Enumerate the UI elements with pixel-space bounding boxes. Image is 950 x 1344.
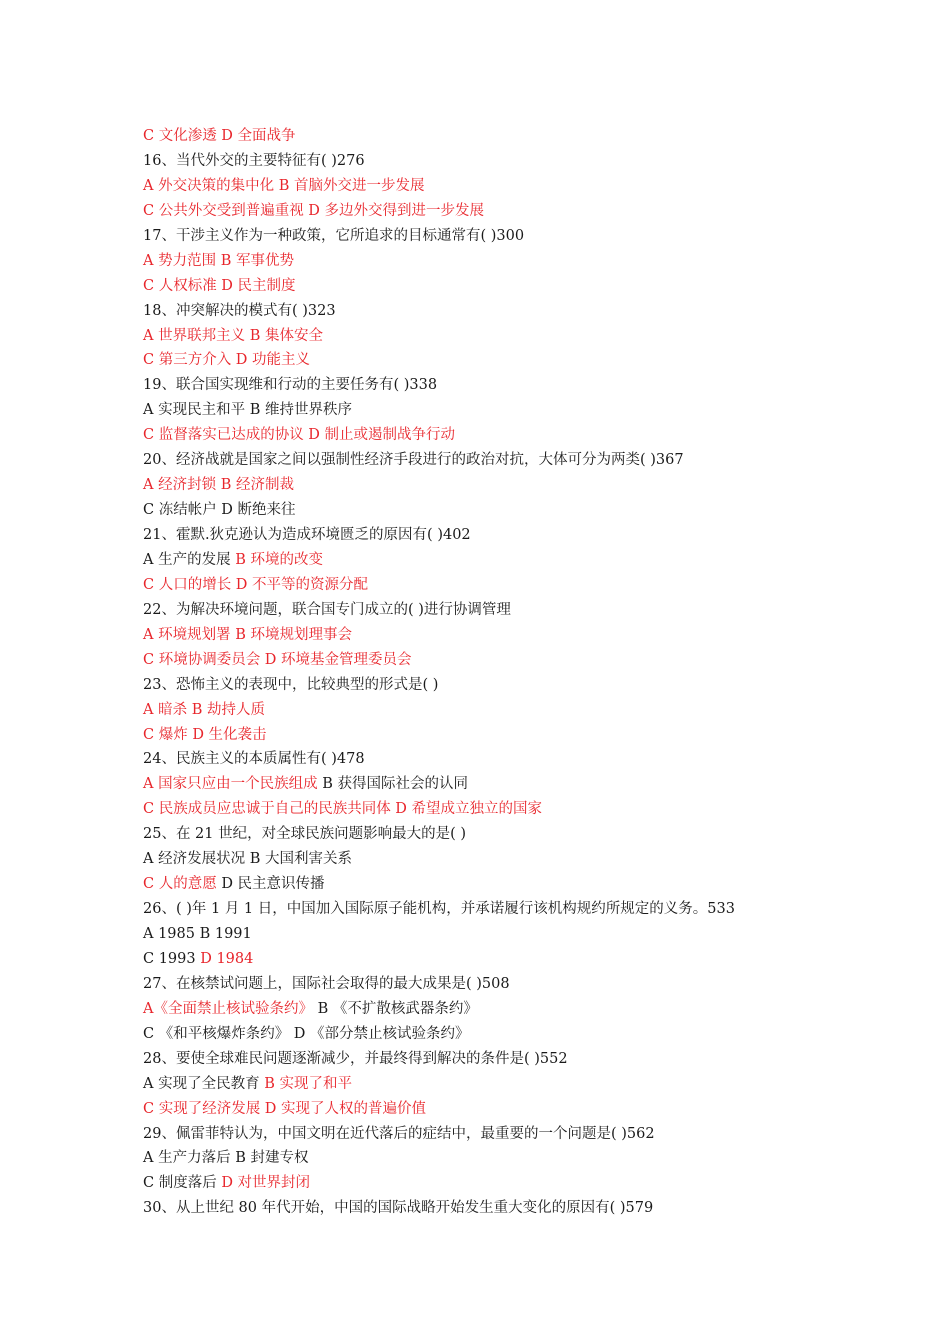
answer-text: A 势力范围 B 军事优势	[143, 252, 294, 269]
question-line	[143, 373, 923, 398]
question-line	[143, 598, 923, 623]
plain-text: 29、佩雷菲特认为，中国文明在近代落后的症结中，最重要的一个问题是( )562	[143, 1125, 655, 1142]
options-line	[143, 1072, 923, 1097]
plain-text: C 1993	[143, 950, 201, 967]
question-line	[143, 448, 923, 473]
question-line	[143, 224, 923, 249]
plain-text: 18、冲突解决的模式有( )323	[143, 302, 336, 319]
plain-text: C 《和平核爆炸条约》 D 《部分禁止核试验条约》	[143, 1025, 470, 1042]
plain-text: 24、民族主义的本质属性有( )478	[143, 751, 365, 768]
options-line	[143, 498, 923, 523]
document-body	[143, 124, 923, 1221]
plain-text: 28、要使全球难民问题逐渐减少，并最终得到解决的条件是( )552	[143, 1050, 568, 1067]
options-line	[143, 772, 923, 797]
answer-text: C 文化渗透 D 全面战争	[143, 128, 296, 144]
plain-text: 26、( )年 1 月 1 日，中国加入国际原子能机构，并承诺履行该机构规约所规定的义务。533	[143, 901, 735, 918]
plain-text: C 冻结帐户 D 断绝来往	[143, 502, 296, 519]
answer-text: A 经济封锁 B 经济制裁	[143, 477, 294, 494]
options-line	[143, 174, 923, 199]
options-line	[143, 1146, 923, 1171]
plain-text: C 制度落后	[143, 1175, 222, 1192]
plain-text: A 实现民主和平 B 维持世界秩序	[143, 402, 352, 419]
answer-text: A 环境规划署 B 环境规划理事会	[143, 626, 352, 643]
options-line	[143, 872, 923, 897]
answer-text: C 爆炸 D 生化袭击	[143, 726, 267, 743]
question-line	[143, 747, 923, 772]
options-line	[143, 324, 923, 349]
answer-text: A 国家只应由一个民族组成	[143, 776, 323, 793]
answer-text: A 外交决策的集中化 B 首脑外交进一步发展	[143, 177, 425, 194]
answer-text: B 环境的改变	[235, 551, 323, 568]
plain-text: 23、恐怖主义的表现中，比较典型的形式是( )	[143, 676, 439, 693]
options-line	[143, 698, 923, 723]
question-line	[143, 299, 923, 324]
plain-text: 19、联合国实现维和行动的主要任务有( )338	[143, 377, 438, 394]
plain-text: 17、干涉主义作为一种政策，它所追求的目标通常有( )300	[143, 227, 525, 244]
options-line	[143, 473, 923, 498]
options-line	[143, 573, 923, 598]
options-line	[143, 199, 923, 224]
plain-text: 20、经济战就是国家之间以强制性经济手段进行的政治对抗，大体可分为两类( )367	[143, 452, 684, 469]
question-line	[143, 1196, 923, 1221]
plain-text: A 经济发展状况 B 大国利害关系	[143, 851, 352, 868]
options-line	[143, 922, 923, 947]
question-line	[143, 1047, 923, 1072]
options-line	[143, 997, 923, 1022]
options-line	[143, 124, 923, 149]
options-line	[143, 797, 923, 822]
options-line	[143, 847, 923, 872]
plain-text: A 生产力落后 B 封建专权	[143, 1150, 309, 1167]
answer-text: A 世界联邦主义 B 集体安全	[143, 327, 323, 344]
question-line	[143, 972, 923, 997]
answer-text: C 公共外交受到普遍重视 D 多边外交得到进一步发展	[143, 202, 485, 219]
options-line	[143, 1022, 923, 1047]
options-line	[143, 1171, 923, 1196]
options-line	[143, 274, 923, 299]
plain-text: B 《不扩散核武器条约》	[317, 1000, 478, 1017]
answer-text: C 第三方介入 D 功能主义	[143, 352, 311, 369]
question-line	[143, 149, 923, 174]
options-line	[143, 648, 923, 673]
plain-text: 22、为解决环境问题，联合国专门成立的( )进行协调管理	[143, 601, 511, 618]
options-line	[143, 398, 923, 423]
plain-text: A 1985 B 1991	[143, 926, 252, 942]
plain-text: 27、在核禁试问题上，国际社会取得的最大成果是( )508	[143, 975, 510, 992]
question-line	[143, 897, 923, 922]
answer-text: C 实现了经济发展 D 实现了人权的普遍价值	[143, 1100, 427, 1117]
question-line	[143, 523, 923, 548]
question-line	[143, 822, 923, 847]
question-line	[143, 673, 923, 698]
answer-text: C 人的意愿	[143, 876, 222, 893]
options-line	[143, 548, 923, 573]
plain-text: 25、在 21 世纪，对全球民族问题影响最大的是( )	[143, 826, 467, 843]
plain-text: 21、霍默.狄克逊认为造成环境匮乏的原因有( )402	[143, 527, 471, 543]
options-line	[143, 348, 923, 373]
answer-text: C 监督落实已达成的协议 D 制止或遏制战争行动	[143, 427, 456, 444]
options-line	[143, 947, 923, 972]
plain-text: D 民主意识传播	[221, 876, 325, 893]
options-line	[143, 623, 923, 648]
answer-text: C 人口的增长 D 不平等的资源分配	[143, 576, 369, 593]
answer-text: C 人权标准 D 民主制度	[143, 277, 296, 294]
answer-text: C 环境协调委员会 D 环境基金管理委员会	[143, 651, 412, 668]
answer-text: C 民族成员应忠诚于自己的民族共同体 D 希望成立独立的国家	[143, 801, 543, 818]
options-line	[143, 249, 923, 274]
options-line	[143, 423, 923, 448]
plain-text: B 获得国际社会的认同	[322, 776, 468, 793]
options-line	[143, 1097, 923, 1122]
answer-text: A《全面禁止核试验条约》	[143, 1000, 318, 1017]
options-line	[143, 723, 923, 748]
answer-text: A 暗杀 B 劫持人质	[143, 701, 265, 718]
plain-text: A 实现了全民教育	[143, 1075, 265, 1092]
answer-text: D 1984	[200, 950, 254, 967]
answer-text: B 实现了和平	[264, 1075, 352, 1092]
plain-text: 30、从上世纪 80 年代开始，中国的国际战略开始发生重大变化的原因有( )579	[143, 1200, 654, 1217]
question-line	[143, 1122, 923, 1147]
plain-text: A 生产的发展	[143, 551, 236, 568]
plain-text: 16、当代外交的主要特征有( )276	[143, 152, 365, 169]
answer-text: D 对世界封闭	[221, 1175, 311, 1192]
